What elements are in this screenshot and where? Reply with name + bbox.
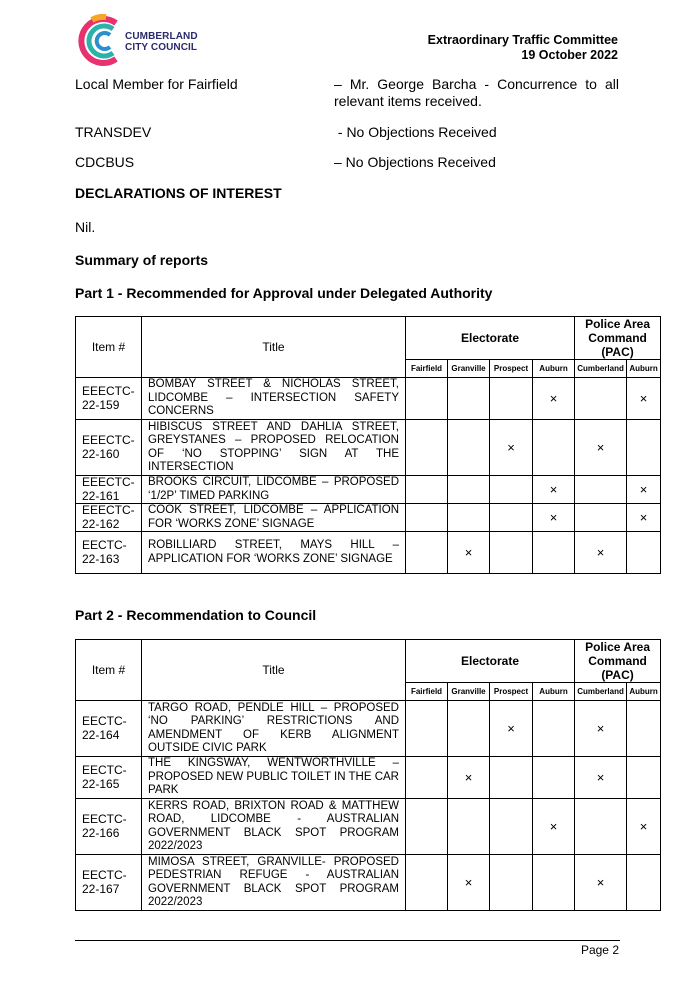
respondent-name: Local Member for Fairfield xyxy=(75,76,238,92)
header-title: Title xyxy=(142,640,406,701)
col-granville: Granville xyxy=(448,360,490,378)
mark-cell: × xyxy=(575,757,627,799)
mark-cell: × xyxy=(627,799,661,855)
col-cumberland-pac: Cumberland xyxy=(575,683,627,701)
respondent-response: – Mr. George Barcha - Concurrence to all relevant items received. xyxy=(334,76,619,109)
mark-cell xyxy=(490,532,533,574)
mark-cell: × xyxy=(627,378,661,420)
respondent-name: CDCBUS xyxy=(75,154,135,170)
mark-cell xyxy=(490,476,533,504)
table-row xyxy=(76,799,661,855)
item-number: EECTC-22-164 xyxy=(76,701,142,757)
mark-cell xyxy=(448,476,490,504)
item-title: KERRS ROAD, BRIXTON ROAD & MATTHEW ROAD, LIDCOMBE - AUSTRALIAN GOVERNMENT BLACK SPOT PROGRAM 2022/2023 xyxy=(142,799,406,855)
mark-cell xyxy=(627,757,661,799)
item-title: THE KINGSWAY, WENTWORTHVILLE – PROPOSED NEW PUBLIC TOILET IN THE CAR PARK xyxy=(142,757,406,799)
mark-cell xyxy=(406,855,448,911)
item-number: EECTC-22-165 xyxy=(76,757,142,799)
respondent-response: - No Objections Received xyxy=(334,124,497,140)
mark-cell xyxy=(406,504,448,532)
part2-heading: Part 2 - Recommendation to Council xyxy=(75,607,317,623)
council-logo-icon xyxy=(76,14,124,68)
mark-cell xyxy=(406,420,448,476)
col-auburn-pac: Auburn xyxy=(627,683,661,701)
mark-cell xyxy=(406,701,448,757)
col-prospect: Prospect xyxy=(490,683,533,701)
committee-name: Extraordinary Traffic Committee xyxy=(427,33,618,47)
page-number: Page 2 xyxy=(580,943,619,957)
col-fairfield: Fairfield xyxy=(406,360,448,378)
mark-cell: × xyxy=(533,799,575,855)
item-title: BROOKS CIRCUIT, LIDCOMBE – PROPOSED ‘1/2P’ TIMED PARKING xyxy=(142,476,406,504)
table-row xyxy=(76,532,661,574)
col-granville: Granville xyxy=(448,683,490,701)
mark-cell xyxy=(575,476,627,504)
mark-cell xyxy=(490,378,533,420)
table-row xyxy=(76,378,661,420)
table-row xyxy=(76,855,661,911)
item-number: EEECTC-22-162 xyxy=(76,504,142,532)
table-row xyxy=(76,757,661,799)
mark-cell xyxy=(575,378,627,420)
mark-cell xyxy=(533,757,575,799)
table-row xyxy=(76,504,661,532)
mark-cell: × xyxy=(448,855,490,911)
mark-cell xyxy=(533,701,575,757)
table-row xyxy=(76,420,661,476)
mark-cell: × xyxy=(490,420,533,476)
item-number: EEECTC-22-159 xyxy=(76,378,142,420)
table-row xyxy=(76,476,661,504)
col-prospect: Prospect xyxy=(490,360,533,378)
respondent-response: – No Objections Received xyxy=(334,154,496,170)
mark-cell xyxy=(406,757,448,799)
council-logo xyxy=(76,14,216,68)
document-header xyxy=(428,33,618,63)
mark-cell: × xyxy=(575,701,627,757)
mark-cell xyxy=(448,420,490,476)
mark-cell xyxy=(406,476,448,504)
declarations-heading: DECLARATIONS OF INTEREST xyxy=(75,185,282,201)
mark-cell xyxy=(448,504,490,532)
mark-cell: × xyxy=(575,855,627,911)
header-pac: Police Area Command (PAC) xyxy=(575,317,661,360)
mark-cell: × xyxy=(627,504,661,532)
header-electorate: Electorate xyxy=(406,317,575,360)
mark-cell xyxy=(533,532,575,574)
mark-cell: × xyxy=(533,378,575,420)
council-name-line2: CITY COUNCIL xyxy=(125,42,198,53)
item-title: BOMBAY STREET & NICHOLAS STREET, LIDCOMBE – INTERSECTION SAFETY CONCERNS xyxy=(142,378,406,420)
item-number: EEECTC-22-160 xyxy=(76,420,142,476)
mark-cell xyxy=(533,420,575,476)
mark-cell xyxy=(406,532,448,574)
item-number: EECTC-22-163 xyxy=(76,532,142,574)
item-number: EEECTC-22-161 xyxy=(76,476,142,504)
mark-cell xyxy=(627,701,661,757)
footer-divider xyxy=(75,940,620,941)
mark-cell xyxy=(490,855,533,911)
respondent-name: TRANSDEV xyxy=(75,124,152,140)
mark-cell: × xyxy=(490,701,533,757)
col-auburn: Auburn xyxy=(533,683,575,701)
mark-cell: × xyxy=(448,757,490,799)
council-name-line1: CUMBERLAND xyxy=(125,31,198,42)
part2-table xyxy=(75,639,661,911)
mark-cell xyxy=(533,855,575,911)
table-row xyxy=(76,701,661,757)
header-pac: Police Area Command (PAC) xyxy=(575,640,661,683)
part1-heading: Part 1 - Recommended for Approval under Delegated Authority xyxy=(75,285,493,301)
mark-cell xyxy=(448,701,490,757)
item-title: HIBISCUS STREET AND DAHLIA STREET, GREYSTANES – PROPOSED RELOCATION OF ‘NO STOPPING’ SIGN AT THE INTERSECTION xyxy=(142,420,406,476)
mark-cell xyxy=(490,757,533,799)
mark-cell xyxy=(575,799,627,855)
mark-cell xyxy=(448,799,490,855)
mark-cell xyxy=(627,532,661,574)
mark-cell: × xyxy=(533,504,575,532)
part1-table xyxy=(75,316,661,574)
summary-heading: Summary of reports xyxy=(75,252,209,268)
item-title: ROBILLIARD STREET, MAYS HILL – APPLICATION FOR ‘WORKS ZONE’ SIGNAGE xyxy=(142,532,406,574)
mark-cell xyxy=(575,504,627,532)
mark-cell xyxy=(406,378,448,420)
item-number: EECTC-22-167 xyxy=(76,855,142,911)
mark-cell xyxy=(490,504,533,532)
mark-cell xyxy=(490,799,533,855)
mark-cell: × xyxy=(533,476,575,504)
council-name xyxy=(125,31,198,53)
mark-cell: × xyxy=(575,532,627,574)
item-title: COOK STREET, LIDCOMBE – APPLICATION FOR ‘WORKS ZONE’ SIGNAGE xyxy=(142,504,406,532)
header-title: Title xyxy=(142,317,406,378)
col-cumberland-pac: Cumberland xyxy=(575,360,627,378)
mark-cell xyxy=(406,799,448,855)
header-item: Item # xyxy=(76,640,142,701)
header-item: Item # xyxy=(76,317,142,378)
col-auburn-pac: Auburn xyxy=(627,360,661,378)
mark-cell: × xyxy=(575,420,627,476)
item-number: EECTC-22-166 xyxy=(76,799,142,855)
col-auburn: Auburn xyxy=(533,360,575,378)
mark-cell xyxy=(448,378,490,420)
header-electorate: Electorate xyxy=(406,640,575,683)
mark-cell: × xyxy=(627,476,661,504)
item-title: MIMOSA STREET, GRANVILLE- PROPOSED PEDESTRIAN REFUGE - AUSTRALIAN GOVERNMENT BLACK SPOT PROGRAM 2022/2023 xyxy=(142,855,406,911)
col-fairfield: Fairfield xyxy=(406,683,448,701)
declarations-text: Nil. xyxy=(75,219,96,235)
meeting-date: 19 October 2022 xyxy=(521,48,618,62)
mark-cell xyxy=(627,855,661,911)
item-title: TARGO ROAD, PENDLE HILL – PROPOSED ‘NO PARKING’ RESTRICTIONS AND AMENDMENT OF KERB ALIGNMENT OUTSIDE CIVIC PARK xyxy=(142,701,406,757)
mark-cell: × xyxy=(448,532,490,574)
mark-cell xyxy=(627,420,661,476)
